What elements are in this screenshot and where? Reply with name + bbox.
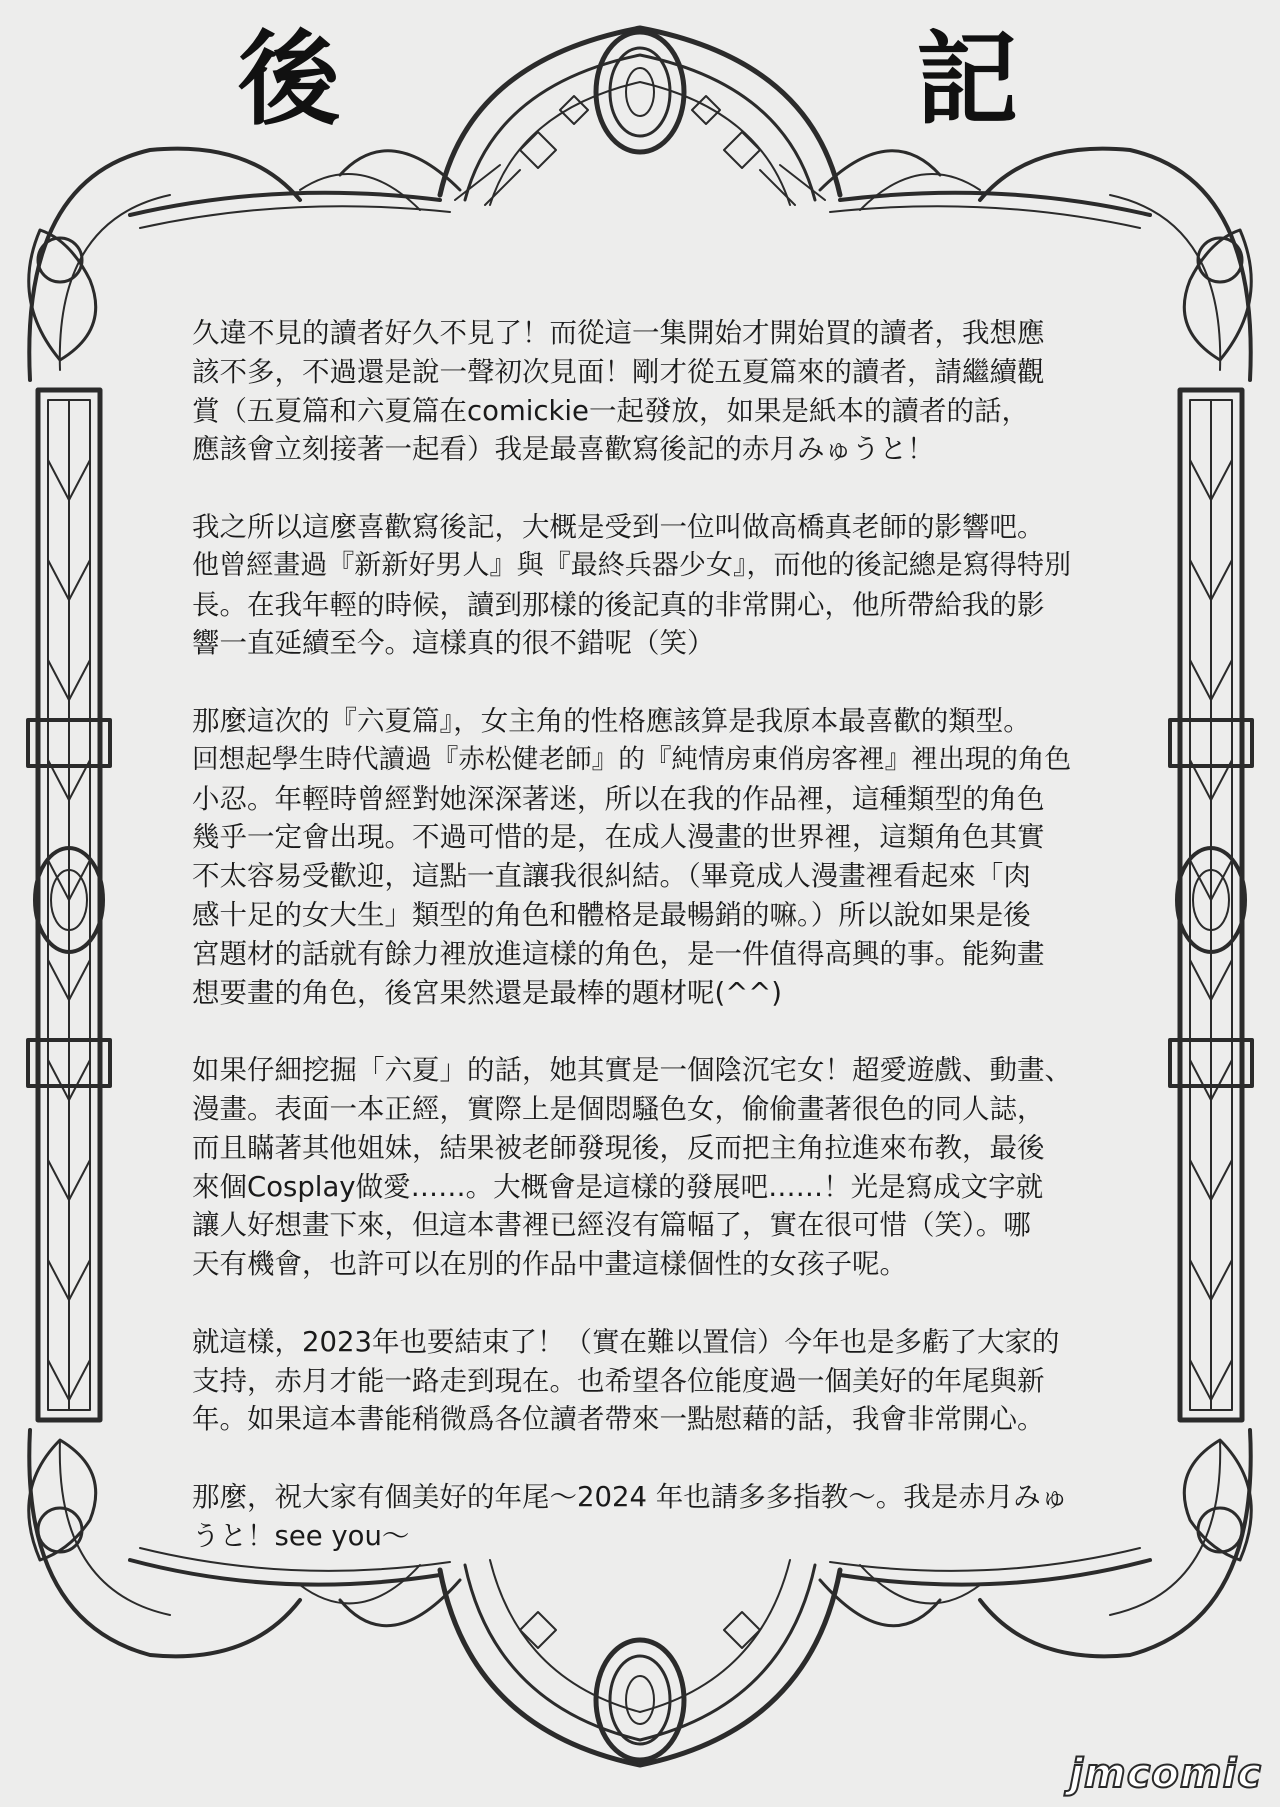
text-line: 讓人好想畫下來，但這本書裡已經沒有篇幅了，實在很可惜（笑）。哪 — [192, 1209, 1031, 1242]
text-line: 想要畫的角色，後宮果然還是最棒的題材呢(^^) — [192, 976, 783, 1009]
text-line: 該不多，不過還是說一聲初次見面！剛才從五夏篇來的讀者，請繼續觀 — [192, 355, 1045, 388]
paragraph — [192, 1051, 1072, 1284]
paragraph — [192, 314, 1072, 469]
afterword-body — [192, 314, 1072, 1594]
text-line: うと！see you～ — [192, 1519, 410, 1552]
right-pillar-ornament — [1170, 230, 1252, 1560]
paragraph — [192, 702, 1072, 1012]
text-line: 年。如果這本書能稍微爲各位讀者帶來一點慰藉的話，我會非常開心。 — [192, 1403, 1045, 1436]
text-line: 他曾經畫過『新新好男人』與『最終兵器少女』，而他的後記總是寫得特別 — [192, 549, 1072, 581]
paragraph — [192, 508, 1072, 663]
text-line: 久違不見的讀者好久不見了！而從這一集開始才開始買的讀者，我想應 — [192, 317, 1045, 349]
text-line: 回想起學生時代讀過『赤松健老師』的『純情房東俏房客裡』裡出現的角色 — [192, 743, 1072, 775]
text-line: 長。在我年輕的時候，讀到那樣的後記真的非常開心，他所帶給我的影 — [192, 588, 1045, 621]
text-line: 那麼，祝大家有個美好的年尾～2024 年也請多多指教～。我是赤月みゅ — [192, 1480, 1069, 1513]
text-line: 不太容易受歡迎，這點一直讓我很糾結。（畢竟成人漫畫裡看起來「肉 — [192, 860, 1031, 893]
text-line: 如果仔細挖掘「六夏」的話，她其實是一個陰沉宅女！超愛遊戲、動畫、 — [192, 1054, 1072, 1087]
title-char-right: 記 — [916, 21, 1018, 140]
text-line: 響一直延續至今。這樣真的很不錯呢（笑） — [192, 627, 715, 660]
text-line: 應該會立刻接著一起看）我是最喜歡寫後記的赤月みゅうと！ — [192, 433, 935, 466]
paragraph — [192, 1478, 1072, 1556]
text-line: 來個Cosplay做愛……。大概會是這樣的發展吧……！光是寫成文字就 — [192, 1170, 1044, 1203]
text-line: 漫畫。表面一本正經，實際上是個悶騷色女，偷偷畫著很色的同人誌， — [192, 1092, 1045, 1125]
left-pillar-ornament — [28, 230, 110, 1560]
text-line: 小忍。年輕時曾經對她深深著迷，所以在我的作品裡，這種類型的角色 — [192, 782, 1045, 815]
watermark-logo: jmcomic — [1069, 1751, 1262, 1797]
text-line: 我之所以這麼喜歡寫後記，大概是受到一位叫做高橋真老師的影響吧。 — [192, 510, 1045, 543]
text-line: 幾乎一定會出現。不過可惜的是，在成人漫畫的世界裡，這類角色其實 — [192, 821, 1045, 854]
title-char-left: 後 — [238, 21, 340, 140]
text-line: 支持，赤月才能一路走到現在。也希望各位能度過一個美好的年尾與新 — [192, 1364, 1045, 1397]
paragraph — [192, 1323, 1072, 1439]
text-line: 那麼這次的『六夏篇』，女主角的性格應該算是我原本最喜歡的類型。 — [192, 704, 1031, 737]
text-line: 天有機會，也許可以在別的作品中畫這樣個性的女孩子呢。 — [192, 1248, 907, 1281]
top-crest-ornament — [300, 28, 980, 210]
text-line: 而且瞞著其他姐妹，結果被老師發現後，反而把主角拉進來布教，最後 — [192, 1131, 1045, 1164]
text-line: 宮題材的話就有餘力裡放進這樣的角色，是一件值得高興的事。能夠畫 — [192, 937, 1045, 970]
text-line: 感十足的女大生」類型的角色和體格是最暢銷的嘛。）所以說如果是後 — [192, 898, 1031, 931]
text-line: 就這樣，2023年也要結束了！（實在難以置信）今年也是多虧了大家的 — [192, 1325, 1060, 1358]
text-line: 賞（五夏篇和六夏篇在comickie一起發放，如果是紙本的讀者的話， — [192, 394, 1029, 427]
